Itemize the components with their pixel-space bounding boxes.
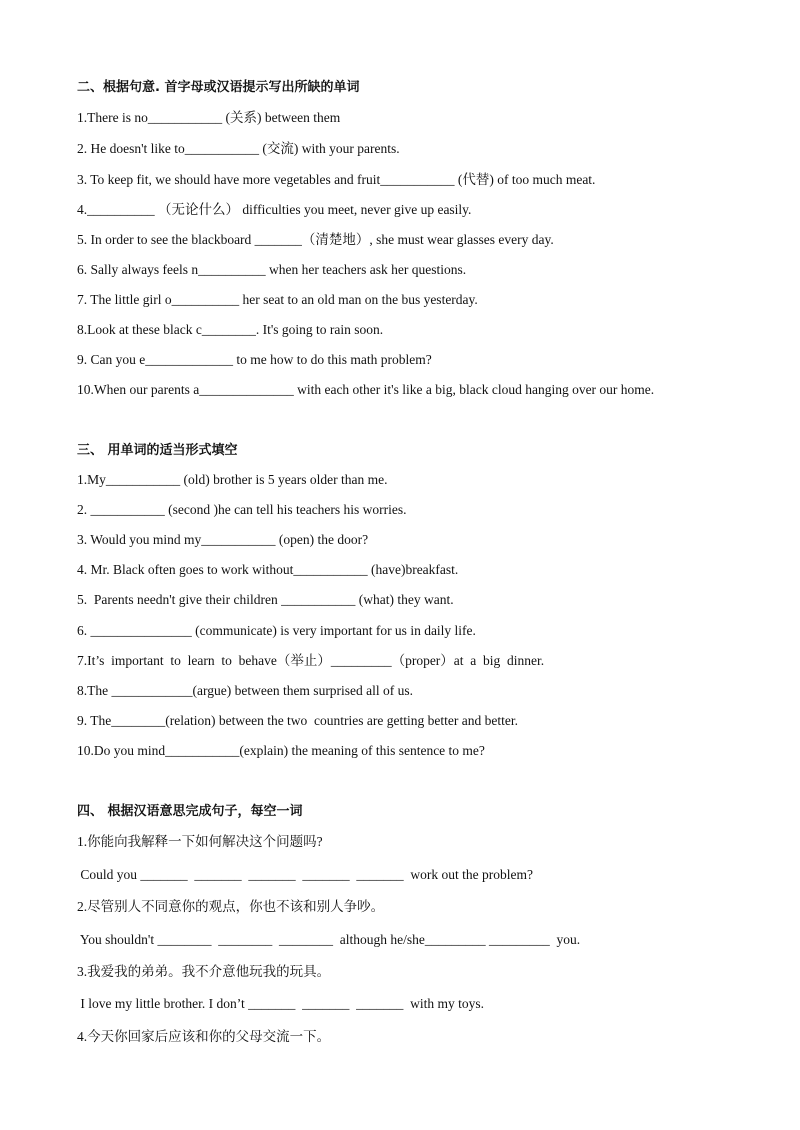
s2-question-4: 4.__________ （无论什么） difficulties you meet, never give up easily. <box>77 202 472 217</box>
s4-answer-2: You shouldn't ________ ________ ________ although he/she_________ _________ you. <box>77 932 581 947</box>
s2-question-2: 2. He doesn't like to___________ (交流) with your parents. <box>77 141 400 156</box>
s3-question-10: 10.Do you mind___________(explain) the meaning of this sentence to me? <box>77 743 485 758</box>
s2-question-6: 6. Sally always feels n__________ when her teachers ask her questions. <box>77 262 467 277</box>
s4-prompt-2: 2.尽管别人不同意你的观点，你也不该和别人争吵。 <box>77 899 385 914</box>
section-2-heading: 二、根据句意. 首字母或汉语提示写出所缺的单词 <box>77 80 360 95</box>
s3-question-1: 1.My___________ (old) brother is 5 years older than me. <box>77 472 388 487</box>
s3-question-6: 6. _______________ (communicate) is very important for us in daily life. <box>77 623 476 638</box>
s2-question-7: 7. The little girl o__________ her seat to an old man on the bus yesterday. <box>77 292 478 307</box>
s3-question-4: 4. Mr. Black often goes to work without___________ (have)breakfast. <box>77 562 459 577</box>
s4-answer-1: Could you _______ _______ _______ _______ _______ work out the problem? <box>77 867 533 882</box>
s2-question-9: 9. Can you e_____________ to me how to do this math problem? <box>77 352 432 367</box>
s3-question-5: 5. Parents needn't give their children ___________ (what) they want. <box>77 592 454 607</box>
section-4-heading: 四、 根据汉语意思完成句子，每空一词 <box>77 804 303 819</box>
s2-question-3: 3. To keep fit, we should have more vegetables and fruit___________ (代替) of too much meat. <box>77 172 596 187</box>
s2-question-5: 5. In order to see the blackboard _______（清楚地）, she must wear glasses every day. <box>77 232 554 247</box>
s3-question-2: 2. ___________ (second )he can tell his teachers his worries. <box>77 502 407 517</box>
s4-answer-3: I love my little brother. I don’t _______ _______ _______ with my toys. <box>77 996 484 1011</box>
s2-question-8: 8.Look at these black c________. It's going to rain soon. <box>77 322 384 337</box>
s4-prompt-1: 1.你能向我解释一下如何解决这个问题吗? <box>77 834 323 849</box>
section-3-heading: 三、 用单词的适当形式填空 <box>77 443 238 458</box>
s3-question-3: 3. Would you mind my___________ (open) the door? <box>77 532 369 547</box>
s2-question-10: 10.When our parents a______________ with each other it's like a big, black cloud hanging over our home. <box>77 382 655 397</box>
s4-prompt-3: 3.我爱我的弟弟。我不介意他玩我的玩具。 <box>77 964 331 979</box>
s4-prompt-4: 4.今天你回家后应该和你的父母交流一下。 <box>77 1029 331 1044</box>
s2-question-1: 1.There is no___________ (关系) between them <box>77 110 341 125</box>
s3-question-9: 9. The________(relation) between the two countries are getting better and better. <box>77 713 518 728</box>
s3-question-7: 7.It’s important to learn to behave（举止）_________（proper）at a big dinner. <box>77 653 545 668</box>
s3-question-8: 8.The ____________(argue) between them surprised all of us. <box>77 683 414 698</box>
